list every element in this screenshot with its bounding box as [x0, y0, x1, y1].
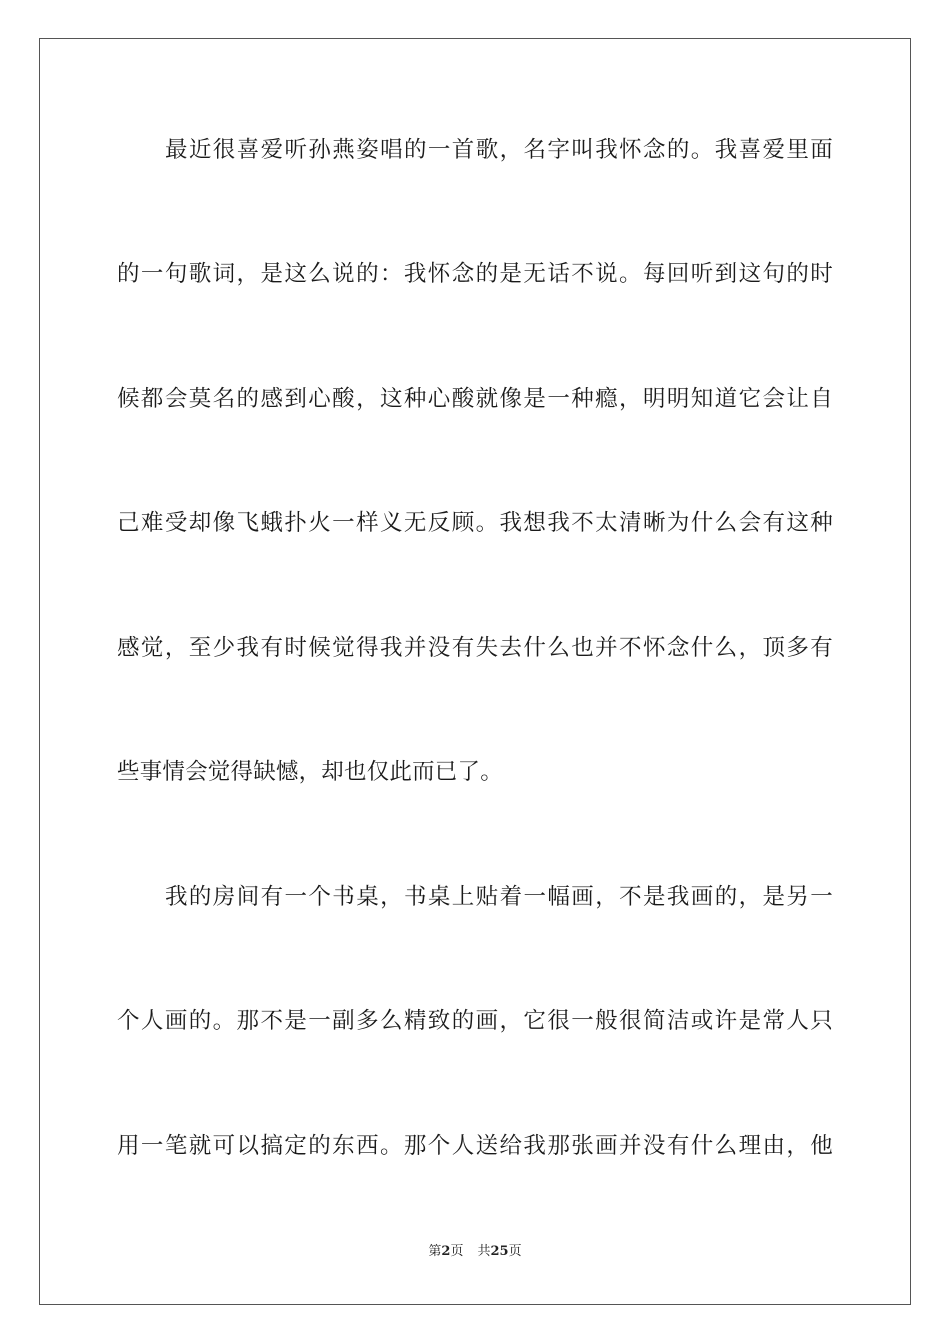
paragraph-2-line-1: 我的房间有一个书桌，书桌上贴着一幅画，不是我画的，是另一: [165, 884, 833, 910]
footer-total-prefix: 共: [477, 1244, 491, 1259]
paragraph-1-line-2: 的一句歌词，是这么说的：我怀念的是无话不说。每回听到这句的时: [117, 261, 833, 287]
paragraph-1-line-5: 感觉，至少我有时候觉得我并没有失去什么也并不怀念什么，顶多有: [117, 635, 833, 661]
paragraph-2-line-3: 用一笔就可以搞定的东西。那个人送给我那张画并没有什么理由，他: [117, 1133, 833, 1159]
paragraph-1-line-1: 最近很喜爱听孙燕姿唱的一首歌，名字叫我怀念的。我喜爱里面: [165, 137, 833, 163]
paragraph-1-line-3: 候都会莫名的感到心酸，这种心酸就像是一种瘾，明明知道它会让自: [117, 386, 833, 412]
footer-page-suffix: 页: [450, 1244, 464, 1259]
page-frame: [39, 38, 911, 1305]
paragraph-2-line-2: 个人画的。那不是一副多么精致的画，它很一般很简洁或许是常人只: [117, 1008, 833, 1034]
page-footer: [0, 1243, 950, 1261]
footer-page-number: 2: [441, 1244, 451, 1259]
paragraph-1-line-4: 己难受却像飞蛾扑火一样义无反顾。我想我不太清晰为什么会有这种: [117, 510, 833, 536]
footer-total-suffix: 页: [508, 1244, 522, 1259]
footer-prefix: 第: [428, 1244, 442, 1259]
footer-total-pages: 25: [490, 1244, 509, 1259]
paragraph-1-line-6: 些事情会觉得缺憾，却也仅此而已了。: [117, 759, 503, 785]
